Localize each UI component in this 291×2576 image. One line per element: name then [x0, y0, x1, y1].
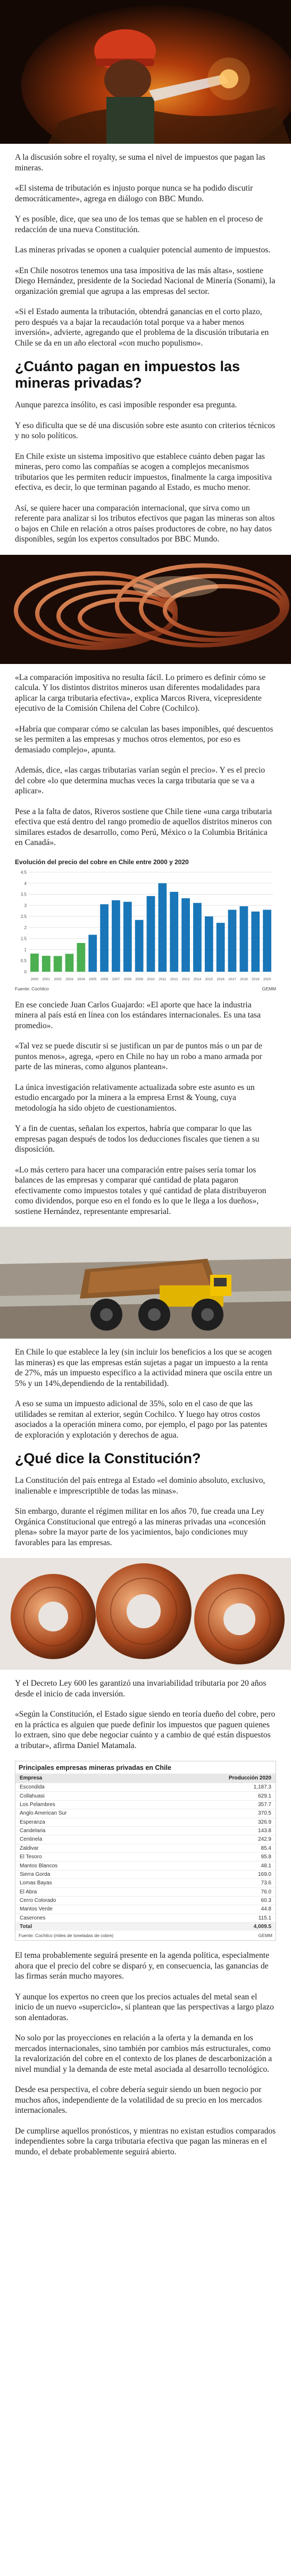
chart-x-tick-label: 2005: [88, 977, 97, 981]
table-total-label: Total: [15, 1923, 151, 1931]
paragraph: En Chile lo que establece la ley (sin incluir los beneficios a los que se acogen las mineras) es que las empresas están sujetas a pagar un impuesto a la renta de 27%, más un impuesto específico a la actividad minera que oscila entre un 5% y un 14%,dependiendo de la rentabilidad).: [15, 1348, 272, 1388]
chart-bar-2007: [112, 900, 120, 971]
chart-bar-2002: [54, 956, 62, 972]
chart-source-brand: GEMM: [262, 986, 276, 991]
table-cell-production: 60.3: [151, 1896, 276, 1905]
section-heading-taxes: ¿Cuánto pagan en impuestos las mineras privadas?: [15, 358, 240, 391]
paragraph: Y eso dificulta que se dé una discusión sobre este asunto con criterios técnicos y no solo políticos.: [15, 421, 276, 440]
paragraph: Y es posible, dice, que sea uno de los temas que se hablen en el proceso de redacción de una nueva Constitución.: [15, 215, 263, 234]
chart-bar-2014: [193, 903, 202, 971]
chart-x-tick-label: 2001: [42, 977, 51, 981]
table-row: [15, 1835, 276, 1844]
table-total-value: 4,009.5: [151, 1923, 276, 1931]
chart-bar-2020: [263, 909, 271, 971]
table-cell-company: Zaldivar: [15, 1844, 151, 1852]
table-cell-production: 370.5: [151, 1809, 276, 1818]
table-cell-company: Candelaria: [15, 1826, 151, 1835]
table-row: [15, 1844, 276, 1852]
paragraph: Así, se quiere hacer una comparación internacional, que sirva como un referente para analizar si los tributos efectivos que pagan las mineras son altos o bajos en Chile en relación a otros países productores de cobre, no hay datos disponibles, según los expertos consultados por BBC Mundo.: [15, 503, 275, 544]
chart-x-tick-label: 2007: [112, 977, 120, 981]
table-cell-production: 326.9: [151, 1818, 276, 1826]
table-cell-production: 143.8: [151, 1826, 276, 1835]
table-source: [15, 1931, 276, 1940]
chart-bar-2010: [147, 896, 155, 971]
table-row: [15, 1905, 276, 1914]
paragraph: «Tal vez se puede discutir si se justifican un par de puntos más o un par de puntos menos», agrega, «pero en Chile no hay un robo a mano armada por parte de las mineras, como algunos plantean».: [15, 1041, 262, 1071]
paragraph: Y aunque los expertos no creen que los precios actuales del metal sean el inicio de un nuevo «superciclo», sí plantean que las perspectivas a largo plazo son alentadoras.: [15, 1992, 274, 2022]
chart-bar-2005: [88, 934, 97, 971]
miner-image: [0, 0, 291, 144]
chart-x-tick-label: 2019: [251, 977, 260, 981]
chart-x-tick-label: 2002: [54, 977, 62, 981]
table-header-production: Producción 2020: [151, 1774, 276, 1783]
table-row: [15, 1914, 276, 1922]
paragraph: Desde esa perspectiva, el cobre debería seguir siendo un buen negocio por muchos años, independiente de la volatilidad de su precio en los mercados internacionales.: [15, 2085, 262, 2115]
chart-bar-2004: [77, 942, 85, 971]
chart-x-tick-label: 2003: [65, 977, 73, 981]
chart-x-tick-label: 2011: [159, 977, 167, 981]
chart-bar-2019: [251, 911, 260, 971]
copper-photo: [0, 555, 291, 664]
table-cell-company: Esperanza: [15, 1818, 151, 1826]
chart-title: Evolución del precio del cobre en Chile entre 2000 y 2020: [15, 858, 189, 866]
paragraph: A la discusión sobre el royalty, se suma el nivel de impuestos que pagan las mineras.: [15, 153, 265, 173]
table-header-row: [15, 1774, 276, 1783]
paragraph: En Chile existe un sistema impositivo que establece cuánto deben pagar las mineras, pero como las compañías se acogen a complejos mecanismos tributarios que les permiten reducir impuestos, finalmente la carga impositiva efectiva, es decir, lo que terminan pagando al Estado, es mucho menor.: [15, 452, 272, 492]
chart-y-tick-label: 4.5: [20, 869, 27, 875]
chart-y-tick-label: 0: [24, 969, 27, 974]
paragraph: «Lo más certero para hacer una comparación entre países sería tomar los balances de las empresas y comparar qué cantidad de plata pagaron efectivamente como impuestos totales y qué cantidad de plata distribuyeron como dividendos, porque eso en el fondo es lo que le llega a los dueños», sostiene Hernández, representante empresarial.: [15, 1165, 267, 1216]
chart-x-tick-label: 2008: [123, 977, 132, 981]
hero-photo-miner: [0, 0, 291, 144]
paragraph: «La comparación impositiva no resulta fácil. Lo primero es definir cómo se calcula. Y los distintos distritos mineros usan diferentes modalidades para aplicar la carga tributaria efectiva», explica Marcos Rivera, vicepresidente ejecutivo de la Comisión Chilena del Cobre (Cochilco).: [15, 672, 266, 713]
paragraph: «El sistema de tributación es injusto porque nunca se ha podido discutir democráticamente», agrega en diálogo con BBC Mundo.: [15, 184, 253, 203]
chart-x-tick-label: 2018: [240, 977, 248, 981]
copper-coils-image: [0, 1558, 291, 1670]
copper-coil-image: [0, 555, 291, 664]
chart-bar-2006: [100, 904, 109, 972]
table-row: [15, 1896, 276, 1905]
table-cell-company: Cerro Colorado: [15, 1896, 151, 1905]
table-row: [15, 1809, 276, 1818]
table-row: [15, 1870, 276, 1878]
chart-bar-2009: [135, 920, 144, 971]
chart-x-tick-label: 2004: [77, 977, 85, 981]
mining-companies-table: [15, 1761, 276, 1941]
paragraph: En ese conciede Juan Carlos Guajardo: «El aporte que hace la industria minera al país está en línea con los estándares internacionales. Es una tasa promedio».: [15, 1000, 261, 1030]
chart-bar-2016: [217, 923, 225, 972]
chart-bar-2017: [228, 909, 237, 971]
paragraph: Además, dice, «las cargas tributarias varían según el precio». Y es el precio del cobre «lo que determina muchas veces la carga tributaria que se va a aplicar».: [15, 766, 265, 795]
chart-source: [15, 986, 276, 991]
table-cell-production: 357.7: [151, 1800, 276, 1809]
chart-y-tick-label: 2: [24, 925, 27, 930]
table-row: [15, 1818, 276, 1826]
table-cell-company: Collahuasi: [15, 1792, 151, 1800]
table-cell-company: El Abra: [15, 1888, 151, 1896]
table-row: [15, 1826, 276, 1835]
table-cell-company: Anglo American Sur: [15, 1809, 151, 1818]
table-row: [15, 1853, 276, 1861]
table-cell-production: 44.8: [151, 1905, 276, 1914]
table-cell-production: 48.1: [151, 1861, 276, 1870]
table-source-label: Fuente: Cochilco (miles de toneladas de cobre): [19, 1933, 114, 1939]
paragraph: La única investigación relativamente actualizada sobre este asunto es un estudio encargado por la minera a la empresa Ernst & Young, cuya metodología ha sido objeto de cuestionamientos.: [15, 1082, 255, 1113]
table-row: [15, 1783, 276, 1792]
table-cell-production: 629.1: [151, 1792, 276, 1800]
chart-x-tick-label: 2012: [170, 977, 178, 981]
chart-bar-2008: [123, 901, 132, 971]
chart-x-tick-label: 2013: [181, 977, 190, 981]
table-cell-production: 1,187.3: [151, 1783, 276, 1792]
mining-truck-photo: [0, 1227, 291, 1339]
table-cell-production: 95.8: [151, 1853, 276, 1861]
table-cell-production: 85.4: [151, 1844, 276, 1852]
chart-x-tick-label: 2020: [263, 977, 271, 981]
table-title: Principales empresas mineras privadas en Chile: [19, 1764, 171, 1771]
chart-y-tick-label: 0.5: [20, 958, 27, 963]
chart-y-tick-label: 2.5: [20, 914, 27, 919]
table-cell-company: El Tesoro: [15, 1853, 151, 1861]
table-cell-company: Los Pelambres: [15, 1800, 151, 1809]
chart-bar-2018: [239, 906, 248, 972]
companies-table: [15, 1774, 276, 1931]
copper-price-chart: [15, 858, 276, 991]
chart-x-tick-label: 2006: [100, 977, 109, 981]
chart-x-tick-label: 2014: [193, 977, 202, 981]
paragraph: Pese a la falta de datos, Riveros sostiene que Chile tiene «una carga tributaria efectiva que está dentro del rango promedio de aquellos distritos mineros con similares estados de desarrollo, como Perú, México o la Columbia Británica en Canadá».: [15, 807, 272, 847]
chart-bar-2011: [158, 883, 167, 971]
paragraph: A eso se suma un impuesto adicional de 35%, solo en el caso de que las utilidades se remitan al exterior, según Cochilco. Y luego hay otros costos asociados a la operación minera como, por ejemplo, el pago por las patentes de exploración y explotación y derechos de agua.: [15, 1399, 268, 1440]
paragraph: «Habría que comparar cómo se calculan las bases imponibles, qué descuentos se les permiten a las empresas y muchos otros elementos, por eso es demasiado complejo», apunta.: [15, 724, 273, 754]
table-cell-production: 76.0: [151, 1888, 276, 1896]
paragraph: El tema probablemente seguirá presente en la agenda política, especialmente ahora que el precio del cobre se disparó y, en consecuencia, las ganancias de las firmas serán mucho mayores.: [15, 1951, 269, 1981]
table-cell-company: Escondida: [15, 1783, 151, 1792]
chart-plot: [15, 869, 276, 983]
table-cell-production: 73.6: [151, 1879, 276, 1888]
chart-x-tick-label: 2010: [147, 977, 155, 981]
table-row: [15, 1861, 276, 1870]
chart-source-label: Fuente: Cochilco: [15, 986, 49, 991]
table-total-row: [15, 1923, 276, 1931]
chart-x-tick-label: 2016: [217, 977, 225, 981]
paragraph: No solo por las proyecciones en relación a la oferta y la demanda en los mercados internacionales, sino también por cambios más estructurales, como la revalorización del cobre en el contexto de los planes de descarbonización a nivel mundial y la demanda de este metal asociada al desarrollo tecnológico.: [15, 2033, 272, 2074]
paragraph: «En Chile nosotros tenemos una tasa impositiva de las más altas», sostiene Diego Hernández, presidente de la Sociedad Nacional de Minería (Sonami), la organización gremial que agrupa a las empresas del sector.: [15, 266, 276, 296]
chart-bar-2001: [42, 956, 51, 972]
paragraph: Las mineras privadas se oponen a cualquier potencial aumento de impuestos.: [15, 245, 271, 255]
table-cell-company: Centinela: [15, 1835, 151, 1844]
table-row: [15, 1888, 276, 1896]
paragraph: Y el Decreto Ley 600 les garantizó una invariabilidad tributaria por 20 años desde el inicio de cada inversión.: [15, 1679, 267, 1699]
chart-y-tick-label: 4: [24, 881, 27, 886]
table-row: [15, 1792, 276, 1800]
chart-x-tick-label: 2009: [135, 977, 143, 981]
table-cell-company: Mantos Verde: [15, 1905, 151, 1914]
table-cell-production: 242.9: [151, 1835, 276, 1844]
chart-x-tick-label: 2015: [205, 977, 213, 981]
table-cell-company: Caserones: [15, 1914, 151, 1922]
chart-x-tick-label: 2000: [30, 977, 39, 981]
chart-bar-2003: [65, 954, 74, 972]
chart-x-tick-label: 2017: [228, 977, 236, 981]
paragraph: Y a fin de cuentas, señalan los expertos, habría que comparar lo que las empresas pagan después de todos los deducciones fiscales que tienen a su disposición.: [15, 1124, 260, 1154]
paragraph: De cumplirse aquellos pronósticos, y mientras no existan estudios comparados independientes sobre la carga tributaria efectiva que pagan las mineras en el mundo, el debate probablemente seguirá abierto.: [15, 2126, 276, 2156]
table-row: [15, 1800, 276, 1809]
chart-bar-2012: [170, 891, 178, 971]
table-cell-production: 169.0: [151, 1870, 276, 1878]
table-cell-company: Mantos Blancos: [15, 1861, 151, 1870]
chart-y-tick-label: 3: [24, 903, 27, 908]
chart-y-tick-label: 3.5: [20, 892, 27, 897]
paragraph: Aunque parezca insólito, es casi imposible responder esa pregunta.: [15, 400, 237, 409]
mining-truck-image: [0, 1227, 291, 1339]
paragraph: Sin embargo, durante el régimen militar en los años 70, fue creada una Ley Orgánica Constitucional que entregó a las mineras privadas una «concesión plena» sobre la mayor parte de los yacimientos, bajo condiciones muy favorables para las empresas.: [15, 1507, 266, 1547]
section-heading-constitution: ¿Qué dice la Constitución?: [15, 1450, 201, 1466]
chart-bar-2000: [30, 953, 39, 971]
paragraph: «Si el Estado aumenta la tributación, obtendrá ganancias en el corto plazo, pero después va a bajar la recaudación total porque va a haber menos inversión», advierte, agregando que el problema de la discusión tributaria en Chile se da en un año electoral «con mucho populismo».: [15, 307, 269, 348]
table-row: [15, 1879, 276, 1888]
copper-coils-photo: [0, 1558, 291, 1670]
chart-bar-2013: [181, 898, 190, 972]
table-cell-production: 115.1: [151, 1914, 276, 1922]
table-source-brand: GEMM: [258, 1933, 272, 1939]
chart-bar-2015: [205, 916, 213, 972]
chart-y-tick-label: 1.5: [20, 936, 27, 941]
paragraph: «Según la Constitución, el Estado sigue siendo en teoría dueño del cobre, pero en la práctica es alguien que puede definir los impuestos que paguen quienes lo extraen, sino que debe negociar cuánto y a cambio de qué están dispuestos a tributar», afirma Daniel Matamala.: [15, 1710, 276, 1750]
paragraph: La Constitución del país entrega al Estado «el dominio absoluto, exclusivo, inalienable e imprescriptible de todas las minas».: [15, 1476, 265, 1496]
chart-y-tick-label: 1: [24, 947, 27, 952]
table-cell-company: Lomas Bayas: [15, 1879, 151, 1888]
table-cell-company: Sierra Gorda: [15, 1870, 151, 1878]
table-header-company: Empresa: [15, 1774, 151, 1783]
